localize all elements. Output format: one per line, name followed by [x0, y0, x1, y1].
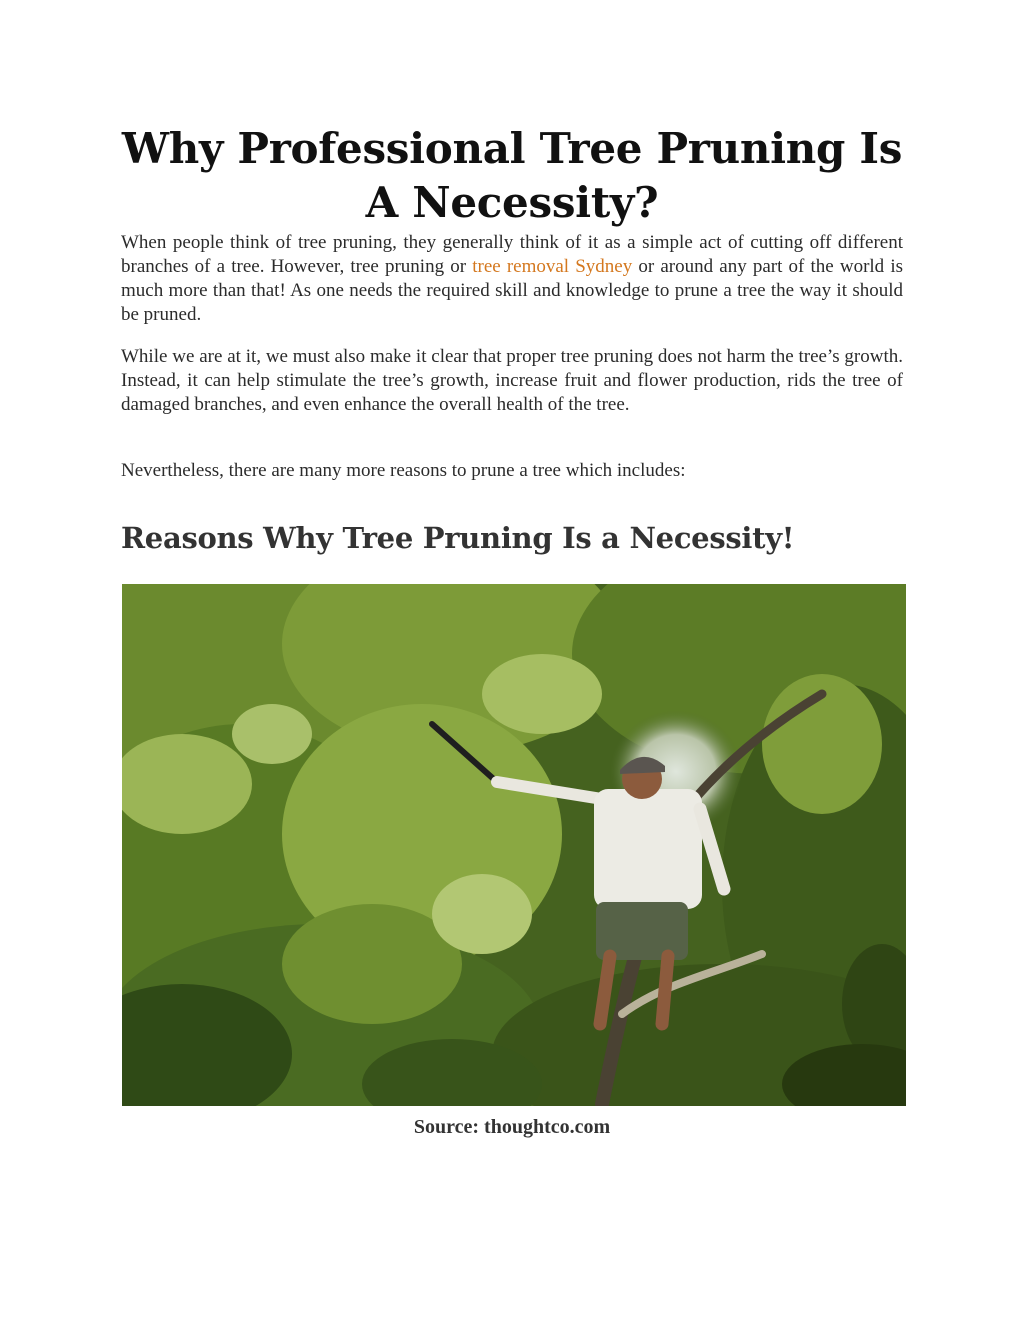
reasons-intro-paragraph: Nevertheless, there are many more reasons to prune a tree which includes:: [121, 460, 686, 481]
title-line-2: A Necessity?: [365, 178, 659, 227]
tree-pruning-photo: [122, 584, 906, 1106]
growth-paragraph: While we are at it, we must also make it clear that proper tree pruning does not harm the tree’s growth. Instead, it can help stimulate the tree’s growth, increase fruit and flower production, rids the tree of damaged branches, and even enhance the overall health of the tree.: [121, 346, 903, 415]
tree-removal-sydney-link[interactable]: tree removal Sydney: [472, 256, 633, 277]
title-line-1: Why Professional Tree Pruning Is: [121, 124, 903, 173]
reasons-heading: Reasons Why Tree Pruning Is a Necessity!: [121, 521, 795, 555]
intro-text-start: When people think of tree pruning, they generally think of it as a simple act of cutting off different branches of a tree. However, tree pruning or: [121, 232, 903, 277]
article-title: [100, 122, 924, 230]
intro-text-end: or around any part of the world is much more than that! As one needs the required skill and knowledge to prune a tree the way it should be pruned.: [121, 256, 904, 325]
image-caption: Source: thoughtco.com: [413, 1116, 611, 1138]
intro-paragraph: [121, 231, 903, 327]
